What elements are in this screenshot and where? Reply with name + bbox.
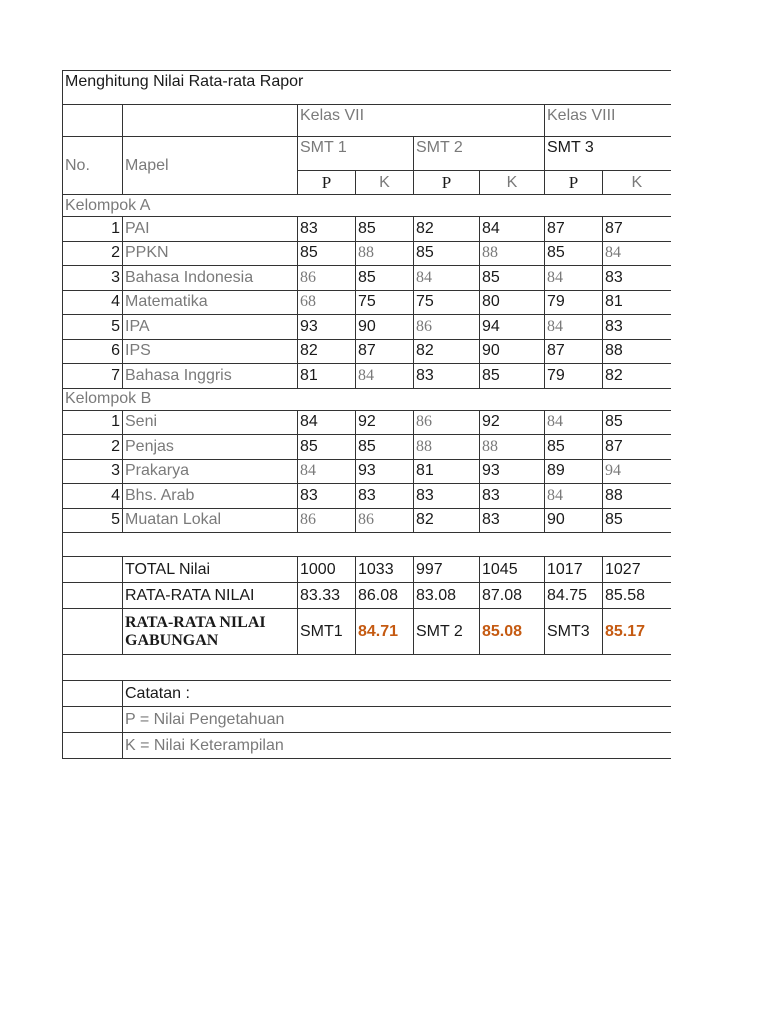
average-row-value: 87.08 xyxy=(480,583,545,609)
row-number: 1 xyxy=(63,410,123,435)
average-row-value: 85.58 xyxy=(603,583,671,609)
score-cell: 84 xyxy=(298,459,356,484)
score-cell: 84 xyxy=(414,266,480,291)
table-row xyxy=(63,266,671,291)
section-label: Kelompok A xyxy=(63,195,671,217)
average-row xyxy=(63,583,671,609)
row-number: 3 xyxy=(63,266,123,291)
table-row xyxy=(63,364,671,389)
score-cell: 82 xyxy=(603,364,671,389)
score-cell: 86 xyxy=(298,266,356,291)
kelas-viii-header: Kelas VIII xyxy=(545,105,671,137)
score-cell: 88 xyxy=(603,484,671,509)
score-cell: 90 xyxy=(356,315,414,340)
smt1-combined-value: 84.71 xyxy=(356,609,414,655)
score-cell: 82 xyxy=(414,217,480,242)
subject-name: Bahasa Inggris xyxy=(123,364,298,389)
score-cell: 83 xyxy=(356,484,414,509)
score-cell: 83 xyxy=(414,364,480,389)
score-cell: 85 xyxy=(545,435,603,460)
subject-name: IPS xyxy=(123,339,298,364)
average-row-value: 83.08 xyxy=(414,583,480,609)
score-cell: 85 xyxy=(298,435,356,460)
score-cell: 85 xyxy=(545,241,603,266)
smt2-label: SMT 2 xyxy=(414,609,480,655)
smt3-label: SMT3 xyxy=(545,609,603,655)
score-cell: 75 xyxy=(414,290,480,315)
score-cell: 84 xyxy=(545,410,603,435)
score-cell: 94 xyxy=(603,459,671,484)
score-cell: 86 xyxy=(356,508,414,533)
score-cell: 92 xyxy=(356,410,414,435)
empty-cell xyxy=(63,707,123,733)
spacer-row xyxy=(63,533,671,557)
score-cell: 86 xyxy=(414,315,480,340)
smt1-label: SMT1 xyxy=(298,609,356,655)
page-title: Menghitung Nilai Rata-rata Rapor xyxy=(63,71,671,105)
smt3-header: SMT 3 xyxy=(545,137,671,171)
score-cell: 79 xyxy=(545,290,603,315)
row-number: 4 xyxy=(63,484,123,509)
k-header: K xyxy=(603,171,671,195)
row-number: 2 xyxy=(63,241,123,266)
score-cell: 81 xyxy=(414,459,480,484)
score-cell: 84 xyxy=(545,484,603,509)
spacer-row xyxy=(63,655,671,681)
table-row xyxy=(63,339,671,364)
subject-name: PPKN xyxy=(123,241,298,266)
score-cell: 88 xyxy=(603,339,671,364)
row-number: 4 xyxy=(63,290,123,315)
subject-name: PAI xyxy=(123,217,298,242)
score-cell: 87 xyxy=(545,339,603,364)
note-p-definition: P = Nilai Pengetahuan xyxy=(123,707,671,733)
score-cell: 87 xyxy=(356,339,414,364)
score-cell: 86 xyxy=(414,410,480,435)
empty-cell xyxy=(63,681,123,707)
table-row xyxy=(63,315,671,340)
no-header: No. xyxy=(63,137,123,195)
subject-name: Bhs. Arab xyxy=(123,484,298,509)
table-row xyxy=(63,508,671,533)
row-number: 2 xyxy=(63,435,123,460)
score-cell: 93 xyxy=(356,459,414,484)
k-header: K xyxy=(480,171,545,195)
score-cell: 86 xyxy=(298,508,356,533)
total-row-value: 1000 xyxy=(298,557,356,583)
smt1-header: SMT 1 xyxy=(298,137,414,171)
smt2-combined-value: 85.08 xyxy=(480,609,545,655)
empty-cell xyxy=(63,557,123,583)
score-cell: 83 xyxy=(298,484,356,509)
grade-table xyxy=(62,70,671,759)
total-row-value: 1017 xyxy=(545,557,603,583)
row-number: 5 xyxy=(63,508,123,533)
table-row xyxy=(63,290,671,315)
total-row-value: 997 xyxy=(414,557,480,583)
score-cell: 85 xyxy=(603,410,671,435)
table-row xyxy=(63,435,671,460)
score-cell: 83 xyxy=(480,484,545,509)
total-row-label: TOTAL Nilai xyxy=(123,557,298,583)
empty-cell xyxy=(63,733,123,759)
k-header: K xyxy=(356,171,414,195)
score-cell: 82 xyxy=(298,339,356,364)
score-cell: 79 xyxy=(545,364,603,389)
combined-label: RATA-RATA NILAI GABUNGAN xyxy=(123,609,298,655)
total-row-value: 1033 xyxy=(356,557,414,583)
score-cell: 93 xyxy=(298,315,356,340)
score-cell: 87 xyxy=(603,217,671,242)
score-cell: 83 xyxy=(480,508,545,533)
table-row xyxy=(63,484,671,509)
score-cell: 93 xyxy=(480,459,545,484)
score-cell: 75 xyxy=(356,290,414,315)
smt2-header: SMT 2 xyxy=(414,137,545,171)
score-cell: 88 xyxy=(480,435,545,460)
row-number: 1 xyxy=(63,217,123,242)
score-cell: 88 xyxy=(414,435,480,460)
score-cell: 85 xyxy=(480,364,545,389)
total-row xyxy=(63,557,671,583)
section-label: Kelompok B xyxy=(63,388,671,410)
notes-heading: Catatan : xyxy=(123,681,671,707)
subject-name: Seni xyxy=(123,410,298,435)
average-row-label: RATA-RATA NILAI xyxy=(123,583,298,609)
score-cell: 84 xyxy=(545,266,603,291)
score-cell: 90 xyxy=(480,339,545,364)
table-row xyxy=(63,459,671,484)
score-cell: 85 xyxy=(603,508,671,533)
score-cell: 85 xyxy=(480,266,545,291)
score-cell: 83 xyxy=(603,315,671,340)
score-cell: 84 xyxy=(356,364,414,389)
subject-name: Muatan Lokal xyxy=(123,508,298,533)
table-row xyxy=(63,217,671,242)
score-cell: 87 xyxy=(545,217,603,242)
score-cell: 92 xyxy=(480,410,545,435)
smt3-combined-value: 85.17 xyxy=(603,609,671,655)
table-row xyxy=(63,410,671,435)
score-cell: 81 xyxy=(298,364,356,389)
score-cell: 83 xyxy=(414,484,480,509)
score-cell: 82 xyxy=(414,508,480,533)
average-row-value: 84.75 xyxy=(545,583,603,609)
kelas-vii-header: Kelas VII xyxy=(298,105,545,137)
empty-cell xyxy=(63,105,123,137)
subject-name: Penjas xyxy=(123,435,298,460)
row-number: 3 xyxy=(63,459,123,484)
score-cell: 84 xyxy=(298,410,356,435)
score-cell: 88 xyxy=(480,241,545,266)
total-row-value: 1027 xyxy=(603,557,671,583)
average-row-value: 83.33 xyxy=(298,583,356,609)
score-cell: 87 xyxy=(603,435,671,460)
score-cell: 84 xyxy=(480,217,545,242)
table-row xyxy=(63,241,671,266)
score-cell: 90 xyxy=(545,508,603,533)
empty-cell xyxy=(63,583,123,609)
score-cell: 84 xyxy=(603,241,671,266)
row-number: 6 xyxy=(63,339,123,364)
subject-name: Matematika xyxy=(123,290,298,315)
subject-name: IPA xyxy=(123,315,298,340)
row-number: 7 xyxy=(63,364,123,389)
note-k-definition: K = Nilai Keterampilan xyxy=(123,733,671,759)
average-row-value: 86.08 xyxy=(356,583,414,609)
score-cell: 88 xyxy=(356,241,414,266)
score-cell: 82 xyxy=(414,339,480,364)
score-cell: 81 xyxy=(603,290,671,315)
empty-cell xyxy=(63,609,123,655)
empty-cell xyxy=(123,105,298,137)
score-cell: 85 xyxy=(356,266,414,291)
p-header: P xyxy=(545,171,603,195)
score-cell: 85 xyxy=(414,241,480,266)
score-cell: 89 xyxy=(545,459,603,484)
p-header: P xyxy=(298,171,356,195)
score-cell: 68 xyxy=(298,290,356,315)
combined-row xyxy=(63,609,671,655)
score-cell: 85 xyxy=(356,435,414,460)
score-cell: 94 xyxy=(480,315,545,340)
subject-name: Bahasa Indonesia xyxy=(123,266,298,291)
mapel-header: Mapel xyxy=(123,137,298,195)
score-cell: 80 xyxy=(480,290,545,315)
score-cell: 83 xyxy=(603,266,671,291)
score-cell: 84 xyxy=(545,315,603,340)
score-cell: 83 xyxy=(298,217,356,242)
p-header: P xyxy=(414,171,480,195)
row-number: 5 xyxy=(63,315,123,340)
subject-name: Prakarya xyxy=(123,459,298,484)
score-cell: 85 xyxy=(298,241,356,266)
score-cell: 85 xyxy=(356,217,414,242)
total-row-value: 1045 xyxy=(480,557,545,583)
